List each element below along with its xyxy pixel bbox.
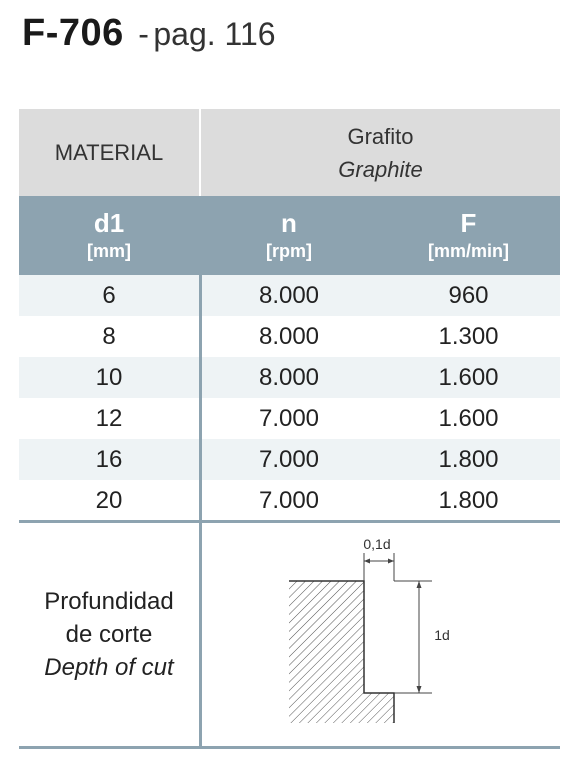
column-header-n xyxy=(201,196,377,275)
cell-f: 1.600 xyxy=(438,404,499,432)
depth-label-line2: de corte xyxy=(65,621,153,648)
column-header-f xyxy=(377,196,560,275)
depth-of-cut-row xyxy=(19,523,560,746)
depth-of-cut-label xyxy=(19,523,199,746)
cell-n: 7.000 xyxy=(258,486,320,514)
cell-d1: 16 xyxy=(95,445,123,473)
column-unit: [rpm] xyxy=(266,240,312,261)
column-symbol: d1 xyxy=(93,207,125,238)
page-reference: pag. 116 xyxy=(153,16,276,52)
depth-arrow-top xyxy=(417,581,422,588)
column-header-d1 xyxy=(19,196,199,275)
depth-arrow-bottom xyxy=(417,686,422,693)
cell-n: 7.000 xyxy=(258,445,320,473)
depth-label-en: Depth of cut xyxy=(44,654,174,681)
product-code: F-706 xyxy=(22,12,124,54)
column-unit: [mm] xyxy=(87,240,131,261)
material-name-en: Graphite xyxy=(338,156,423,182)
title-separator: - xyxy=(138,16,149,52)
cell-f: 1.600 xyxy=(438,363,499,391)
material-name-cell xyxy=(201,109,560,196)
workpiece-profile xyxy=(289,581,394,723)
cell-d1: 6 xyxy=(102,281,116,309)
material-header-row xyxy=(19,109,560,196)
table-row xyxy=(19,357,560,398)
table-bottom-border xyxy=(19,746,560,749)
column-header-row xyxy=(19,196,560,275)
cell-d1: 12 xyxy=(95,404,123,432)
depth-of-cut-diagram xyxy=(202,523,560,746)
depth-label-line1: Profundidad xyxy=(44,588,174,615)
width-label: 0,1d xyxy=(363,536,391,552)
cell-n: 7.000 xyxy=(258,404,320,432)
cell-f: 1.800 xyxy=(438,445,499,473)
table-row xyxy=(19,316,560,357)
cell-d1: 10 xyxy=(95,363,123,391)
table-row xyxy=(19,398,560,439)
material-label: MATERIAL xyxy=(54,139,164,165)
column-unit: [mm/min] xyxy=(428,240,509,261)
width-arrow-right xyxy=(388,559,394,564)
table-row xyxy=(19,480,560,521)
cell-d1: 8 xyxy=(102,322,116,350)
cell-n: 8.000 xyxy=(258,281,320,309)
depth-label: 1d xyxy=(434,627,450,643)
cell-f: 1.800 xyxy=(438,486,499,514)
width-arrow-left xyxy=(364,559,370,564)
cell-f: 1.300 xyxy=(438,322,499,350)
cutting-data-table xyxy=(19,109,560,749)
page-title xyxy=(22,10,276,56)
cell-n: 8.000 xyxy=(258,363,320,391)
cell-f: 960 xyxy=(448,281,489,309)
material-name: Grafito xyxy=(347,123,414,149)
column-symbol: F xyxy=(460,207,477,238)
cell-d1: 20 xyxy=(95,486,123,514)
cell-n: 8.000 xyxy=(258,322,320,350)
table-row xyxy=(19,439,560,480)
table-row xyxy=(19,275,560,316)
column-symbol: n xyxy=(281,207,297,238)
